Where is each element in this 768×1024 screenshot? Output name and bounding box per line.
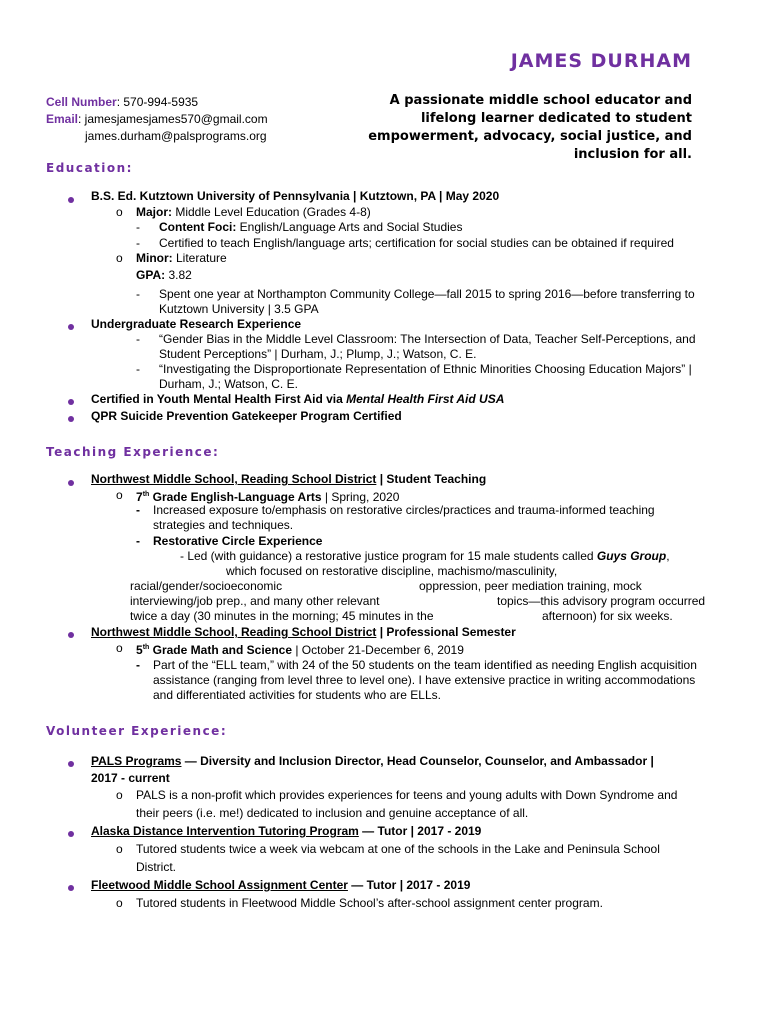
v1-role: — Diversity and Inclusion Director, Head Counselor, Counselor, and Ambassador | <box>181 754 654 768</box>
bullet-o: o <box>116 842 123 856</box>
v2-desc: Tutored students twice a week via webcam at one of the schools in the Lake and Peninsula School <box>136 842 660 856</box>
rc-line-1a: - Led (with guidance) a restorative justice program for 15 male students called <box>180 549 597 563</box>
job2-role: | Professional Semester <box>376 625 516 639</box>
rc-line-1 <box>180 549 670 564</box>
v2-role: — Tutor | 2017 - 2019 <box>358 824 482 838</box>
bullet-o: o <box>116 896 123 910</box>
v1-years: 2017 - current <box>91 771 170 785</box>
cell-label: Cell Number <box>46 95 117 109</box>
research-heading: Undergraduate Research Experience <box>91 317 302 331</box>
bullet-o: o <box>116 641 123 655</box>
dash: - <box>136 534 140 548</box>
restorative-circle-heading: Restorative Circle Experience <box>153 534 323 548</box>
job2-bullet-1: Part of the “ELL team,” with 24 of the 50 students on the team identified as needing English acquisition <box>153 658 697 672</box>
foci-value: English/Language Arts and Social Studies <box>236 220 463 234</box>
bullet-dot <box>68 632 74 638</box>
dash: - <box>136 287 140 301</box>
major-label: Major: <box>136 205 172 219</box>
foci-label: Content Foci: <box>159 220 237 234</box>
job2-term: | October 21-December 6, 2019 <box>292 643 464 657</box>
research-item-1: “Gender Bias in the Middle Level Classroom: The Intersection of Data, Teacher Self-Perceptions, and <box>159 332 696 346</box>
bullet-dot <box>68 416 74 422</box>
bullet-o: o <box>116 251 123 265</box>
minor-label: Minor: <box>136 251 173 265</box>
v3-role: — Tutor | 2017 - 2019 <box>347 878 471 892</box>
job1-school: Northwest Middle School, Reading School District <box>91 472 377 486</box>
v2-desc-cont: District. <box>136 860 176 874</box>
mhfa-org: Mental Health First Aid USA <box>346 392 505 406</box>
ncc-line-2: Kutztown University | 3.5 GPA <box>159 302 319 316</box>
rc-line-3a: racial/gender/socioeconomic <box>130 579 283 593</box>
research-item-2: “Investigating the Disproportionate Representation of Ethnic Minorities Choosing Education Majors” | <box>159 362 692 376</box>
job2-grade: Grade Math and Science <box>149 643 293 657</box>
contact-block <box>46 94 268 145</box>
v2-title <box>91 824 481 839</box>
dash: - <box>136 332 140 346</box>
job2-grade-num: 5 <box>136 643 143 657</box>
research-item-1-cont: Student Perceptions” | Durham, J.; Plump, J.; Watson, C. E. <box>159 347 477 361</box>
job2-school: Northwest Middle School, Reading School District <box>91 625 377 639</box>
ncc-line: Spent one year at Northampton Community College—fall 2015 to spring 2016—before transferring to <box>159 287 695 301</box>
guys-group: Guys Group <box>596 549 667 563</box>
email-label: Email <box>46 112 79 126</box>
certified-line: Certified to teach English/language arts; certification for social studies can be obtained if required <box>159 236 674 250</box>
dash: - <box>136 503 140 517</box>
v1-title <box>91 754 654 769</box>
job1-grade-num: 7 <box>136 490 143 504</box>
bullet-dot <box>68 197 74 203</box>
bullet-o: o <box>116 788 123 802</box>
job2-grade-sup: th <box>142 644 150 651</box>
degree-line: B.S. Ed. Kutztown University of Pennsylvania | Kutztown, PA | May 2020 <box>91 189 500 203</box>
job1-bullet-1: Increased exposure to/emphasis on restorative circles/practices and trauma-informed teaching <box>153 503 655 517</box>
rc-line-4b: topics—this advisory program occurred <box>497 594 706 608</box>
v3-org: Fleetwood Middle School Assignment Center <box>91 878 348 892</box>
bullet-dot <box>68 885 74 891</box>
rc-line-1c: , <box>666 549 670 563</box>
minor-value: Literature <box>172 251 227 265</box>
v3-desc: Tutored students in Fleetwood Middle School’s after-school assignment center program. <box>136 896 603 910</box>
job1-role: | Student Teaching <box>376 472 487 486</box>
v3-title <box>91 878 470 893</box>
gpa-value: 3.82 <box>165 268 192 282</box>
gpa-label: GPA: <box>136 268 166 282</box>
foci-line <box>159 220 462 235</box>
teaching-heading: Teaching Experience: <box>46 445 220 459</box>
education-heading: Education: <box>46 161 133 175</box>
v1-desc-cont: their peers (i.e. me!) dedicated to inclusion and genuine acceptance of all. <box>136 806 529 820</box>
bullet-o: o <box>116 205 123 219</box>
research-item-2-cont: Durham, J.; Watson, C. E. <box>159 377 298 391</box>
bullet-dot <box>68 761 74 767</box>
bullet-dot <box>68 324 74 330</box>
mhfa-prefix: Certified in Youth Mental Health First Aid via <box>91 392 347 406</box>
bullet-dot <box>68 831 74 837</box>
major-line <box>136 205 371 220</box>
tagline: A passionate middle school educator and lifelong learner dedicated to student empowerment, advocacy, social justice, and inclusion for all. <box>368 93 692 162</box>
mhfa-line <box>91 392 504 407</box>
dash: - <box>136 220 140 234</box>
rc-line-2: which focused on restorative discipline, machismo/masculinity, <box>226 564 558 578</box>
rc-line-4a: interviewing/job prep., and many other relevant <box>130 594 380 608</box>
major-value: Middle Level Education (Grades 4-8) <box>172 205 371 219</box>
email-value[interactable]: : jamesjamesjames570@gmail.com <box>78 112 268 126</box>
email-value-2[interactable]: james.durham@palsprograms.org <box>85 129 267 143</box>
bullet-o: o <box>116 488 123 502</box>
bullet-dot <box>68 480 74 486</box>
dash: - <box>136 362 140 376</box>
rc-line-5b: afternoon) for six weeks. <box>542 609 673 623</box>
v1-desc: PALS is a non-profit which provides experiences for teens and young adults with Down Syndrome and <box>136 788 678 802</box>
job2-bullet-1-cont: assistance (ranging from level three to level one). I have extensive practice in writing accommodations <box>153 673 696 687</box>
job1-title <box>91 472 486 487</box>
dash: - <box>136 658 140 672</box>
qpr-line: QPR Suicide Prevention Gatekeeper Program Certified <box>91 409 402 423</box>
job2-bullet-1-cont-2: and differentiated activities for students who are ELLs. <box>153 688 441 702</box>
v2-org: Alaska Distance Intervention Tutoring Program <box>91 824 359 838</box>
job1-bullet-1-cont: strategies and techniques. <box>153 518 294 532</box>
job2-grade-line <box>136 640 464 658</box>
dash: - <box>136 236 140 250</box>
volunteer-heading: Volunteer Experience: <box>46 724 228 738</box>
minor-line <box>136 251 227 266</box>
gpa-line <box>136 268 192 283</box>
rc-line-5a: twice a day (30 minutes in the morning; 45 minutes in the <box>130 609 434 623</box>
job1-term: | Spring, 2020 <box>321 490 400 504</box>
job2-title <box>91 625 516 640</box>
cell-value: : 570-994-5935 <box>116 95 199 109</box>
job1-grade-sup: th <box>142 491 150 498</box>
job1-grade: Grade English-Language Arts <box>149 490 322 504</box>
bullet-dot <box>68 399 74 405</box>
resume-name: JAMES DURHAM <box>510 50 692 72</box>
rc-line-3b: oppression, peer mediation training, mock <box>419 579 642 593</box>
v1-org: PALS Programs <box>91 754 182 768</box>
